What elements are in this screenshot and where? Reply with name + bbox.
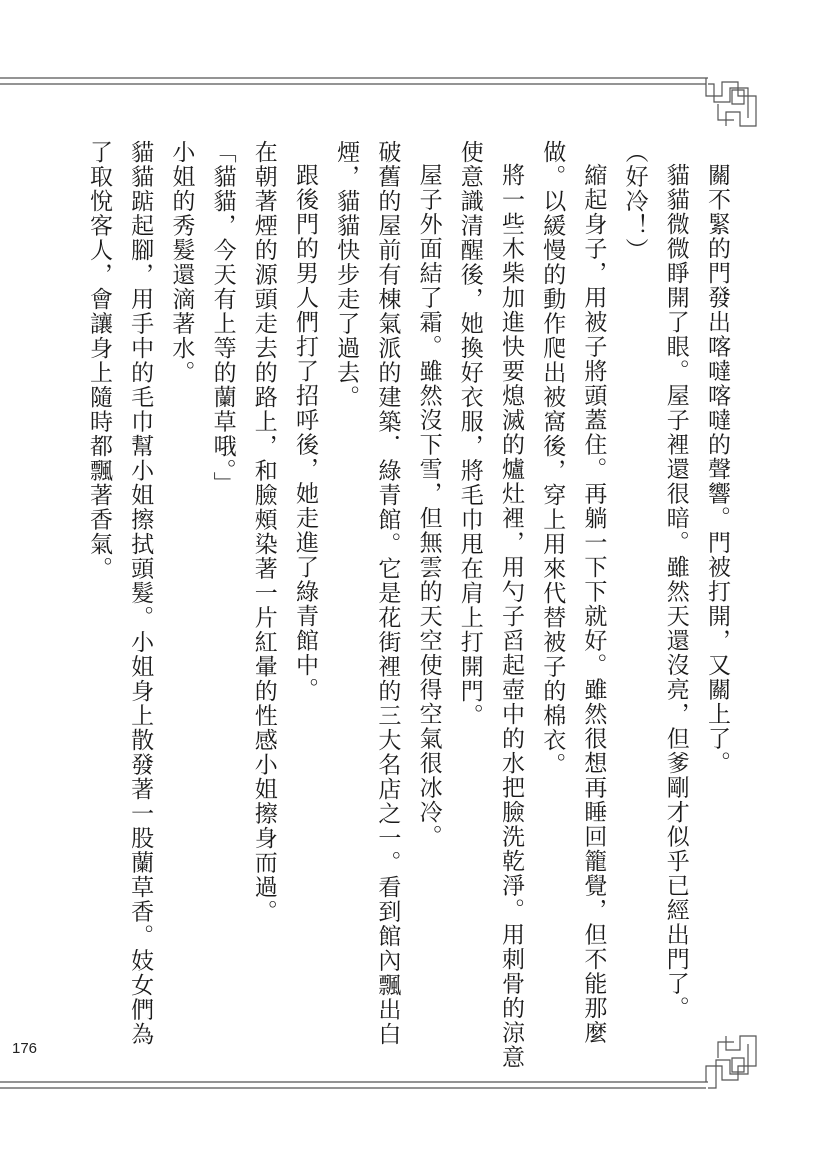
paragraph: （好冷！） bbox=[621, 140, 648, 263]
paragraph: 關不緊的門發出喀噠喀噠的聲響。門被打開，又關上了。 bbox=[704, 163, 730, 776]
paragraph: 貓貓微微睜開了眼。屋子裡還很暗。雖然天還沒亮，但爹剛才似乎已經出門了。 bbox=[662, 163, 689, 1021]
paragraph: 縮起身子，用被子將頭蓋住。再躺一下下就好。雖然很想再睡回籠覺，但不能那麼做。以緩慢的動作爬出被窩後，穿上用來代替被子的棉衣。 bbox=[539, 140, 607, 1045]
top-right-ornament bbox=[706, 78, 756, 126]
paragraph: 在朝著煙的源頭走去的路上，和臉頰染著一片紅暈的性感小姐擦身而過。 bbox=[250, 140, 277, 924]
paragraph: 貓貓踮起腳，用手中的毛巾幫小姐擦拭頭髮。小姐身上散發著一股蘭草香。妓女們為了取悅客人，會讓身上隨時都飄著香氣。 bbox=[85, 140, 154, 1047]
paragraph: 「貓貓，今天有上等的蘭草哦。」 bbox=[209, 140, 236, 496]
paragraph: 小姐的秀髮還滴著水。 bbox=[168, 140, 195, 385]
paragraph: 跟後門的男人們打了招呼後，她走進了綠青館中。 bbox=[291, 163, 318, 702]
vertical-text-body bbox=[78, 140, 737, 1070]
paragraph: 屋子外面結了霜。雖然沒下雪，但無雲的天空使得空氣很冰冷。 bbox=[415, 163, 442, 849]
page-number: 176 bbox=[12, 1040, 38, 1057]
paragraph: 將一些木柴加進快要熄滅的爐灶裡，用勺子舀起壺中的水把臉洗乾淨。用刺骨的涼意使意識清醒後，她換好衣服，將毛巾甩在肩上打開門。 bbox=[456, 140, 524, 1070]
paragraph: 破舊的屋前有棟氣派的建築．綠青館。它是花街裡的三大名店之一。看到館內飄出白煙，貓貓快步走了過去。 bbox=[333, 140, 401, 1047]
